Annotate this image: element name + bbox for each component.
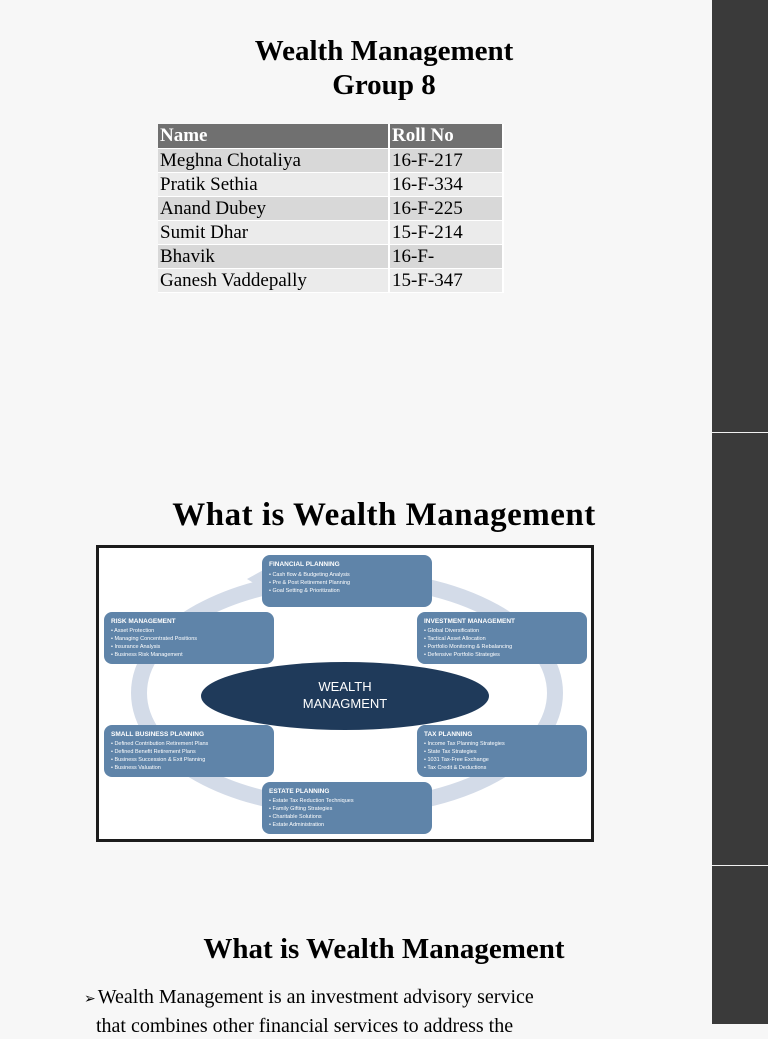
financial-planning-box [262,555,432,607]
center-line-2: MANAGMENT [302,696,388,711]
investment-title: INVESTMENT MANAGEMENT [424,618,515,625]
financial-item: • Goal Setting & Prioritization [269,588,340,594]
cell-roll: 15-F-214 [389,221,503,245]
cell-roll: 16-F-334 [389,173,503,197]
center-line-1: WEALTH [318,679,372,694]
investment-item: • Tactical Asset Allocation [424,636,486,642]
cell-name: Bhavik [158,245,389,269]
page-title [0,34,768,102]
investment-item: • Portfolio Monitoring & Rebalancing [424,644,513,650]
estate-planning-box [262,782,432,834]
cell-name: Pratik Sethia [158,173,389,197]
cell-roll: 16-F-217 [389,149,503,173]
page-divider [712,865,768,866]
tax-title: TAX PLANNING [424,731,473,738]
table-row [158,197,503,221]
header-name: Name [158,124,389,149]
page-divider [712,432,768,433]
tax-item: • State Tax Strategies [424,749,477,755]
small-business-item: • Defined Benefit Retirement Plans [111,749,196,755]
estate-title: ESTATE PLANNING [269,788,330,795]
investment-management-box [417,612,587,664]
risk-title: RISK MANAGEMENT [111,618,176,625]
risk-item: • Asset Protection [111,628,155,634]
table-row [158,173,503,197]
risk-item: • Managing Concentrated Positions [111,636,198,642]
small-business-item: • Business Valuation [111,765,161,771]
small-business-item: • Defined Contribution Retirement Plans [111,741,209,747]
table-row [158,269,503,293]
financial-title: FINANCIAL PLANNING [269,561,340,568]
section-heading: What is Wealth Management [172,497,596,533]
cell-name: Sumit Dhar [158,221,389,245]
investment-item: • Global Diversification [424,628,480,634]
risk-item: • Business Risk Management [111,652,183,658]
small-business-item: • Business Succession & Exit Planning [111,757,206,763]
cell-name: Meghna Chotaliya [158,149,389,173]
table-row [158,245,503,269]
estate-item: • Charitable Solutions [269,814,322,820]
wealth-management-diagram [96,545,594,842]
tax-item: • Income Tax Planning Strategies [424,741,505,747]
cell-roll: 16-F-225 [389,197,503,221]
estate-item: • Estate Administration [269,822,325,828]
tax-item: • Tax Credit & Deductions [424,765,487,771]
risk-item: • Insurance Analysis [111,644,161,650]
estate-item: • Estate Tax Reduction Techniques [269,798,354,804]
cell-roll: 16-F- [389,245,503,269]
small-business-planning-box [104,725,274,777]
title-line-2: Group 8 [332,69,436,101]
financial-item: • Pre & Post Retirement Planning [269,580,351,586]
financial-item: • Cash flow & Budgeting Analysis [269,572,350,578]
section-heading-2: What is Wealth Management [203,933,565,965]
bullet-text-1: Wealth Management is an investment advisory service [97,986,534,1008]
diagram-svg [99,548,591,839]
bullet-line-2: that combines other financial services to address the [96,1015,514,1037]
table-row [158,221,503,245]
tax-item: • 1031 Tax-Free Exchange [424,757,489,763]
investment-item: • Defensive Portfolio Strategies [424,652,500,658]
group-members-table [158,124,504,293]
tax-planning-box [417,725,587,777]
cell-name: Anand Dubey [158,197,389,221]
table-row [158,149,503,173]
bullet-paragraph [84,984,684,1039]
cell-roll: 15-F-347 [389,269,503,293]
estate-item: • Family Gifting Strategies [269,806,333,812]
small-business-title: SMALL BUSINESS PLANNING [111,731,205,738]
bullet-line-1 [84,984,684,1013]
table-header-row [158,124,503,149]
bullet-arrow-icon: ➢ [84,992,96,1007]
cell-name: Ganesh Vaddepally [158,269,389,293]
risk-management-box [104,612,274,664]
title-line-1: Wealth Management [254,35,514,67]
header-roll: Roll No [389,124,503,149]
